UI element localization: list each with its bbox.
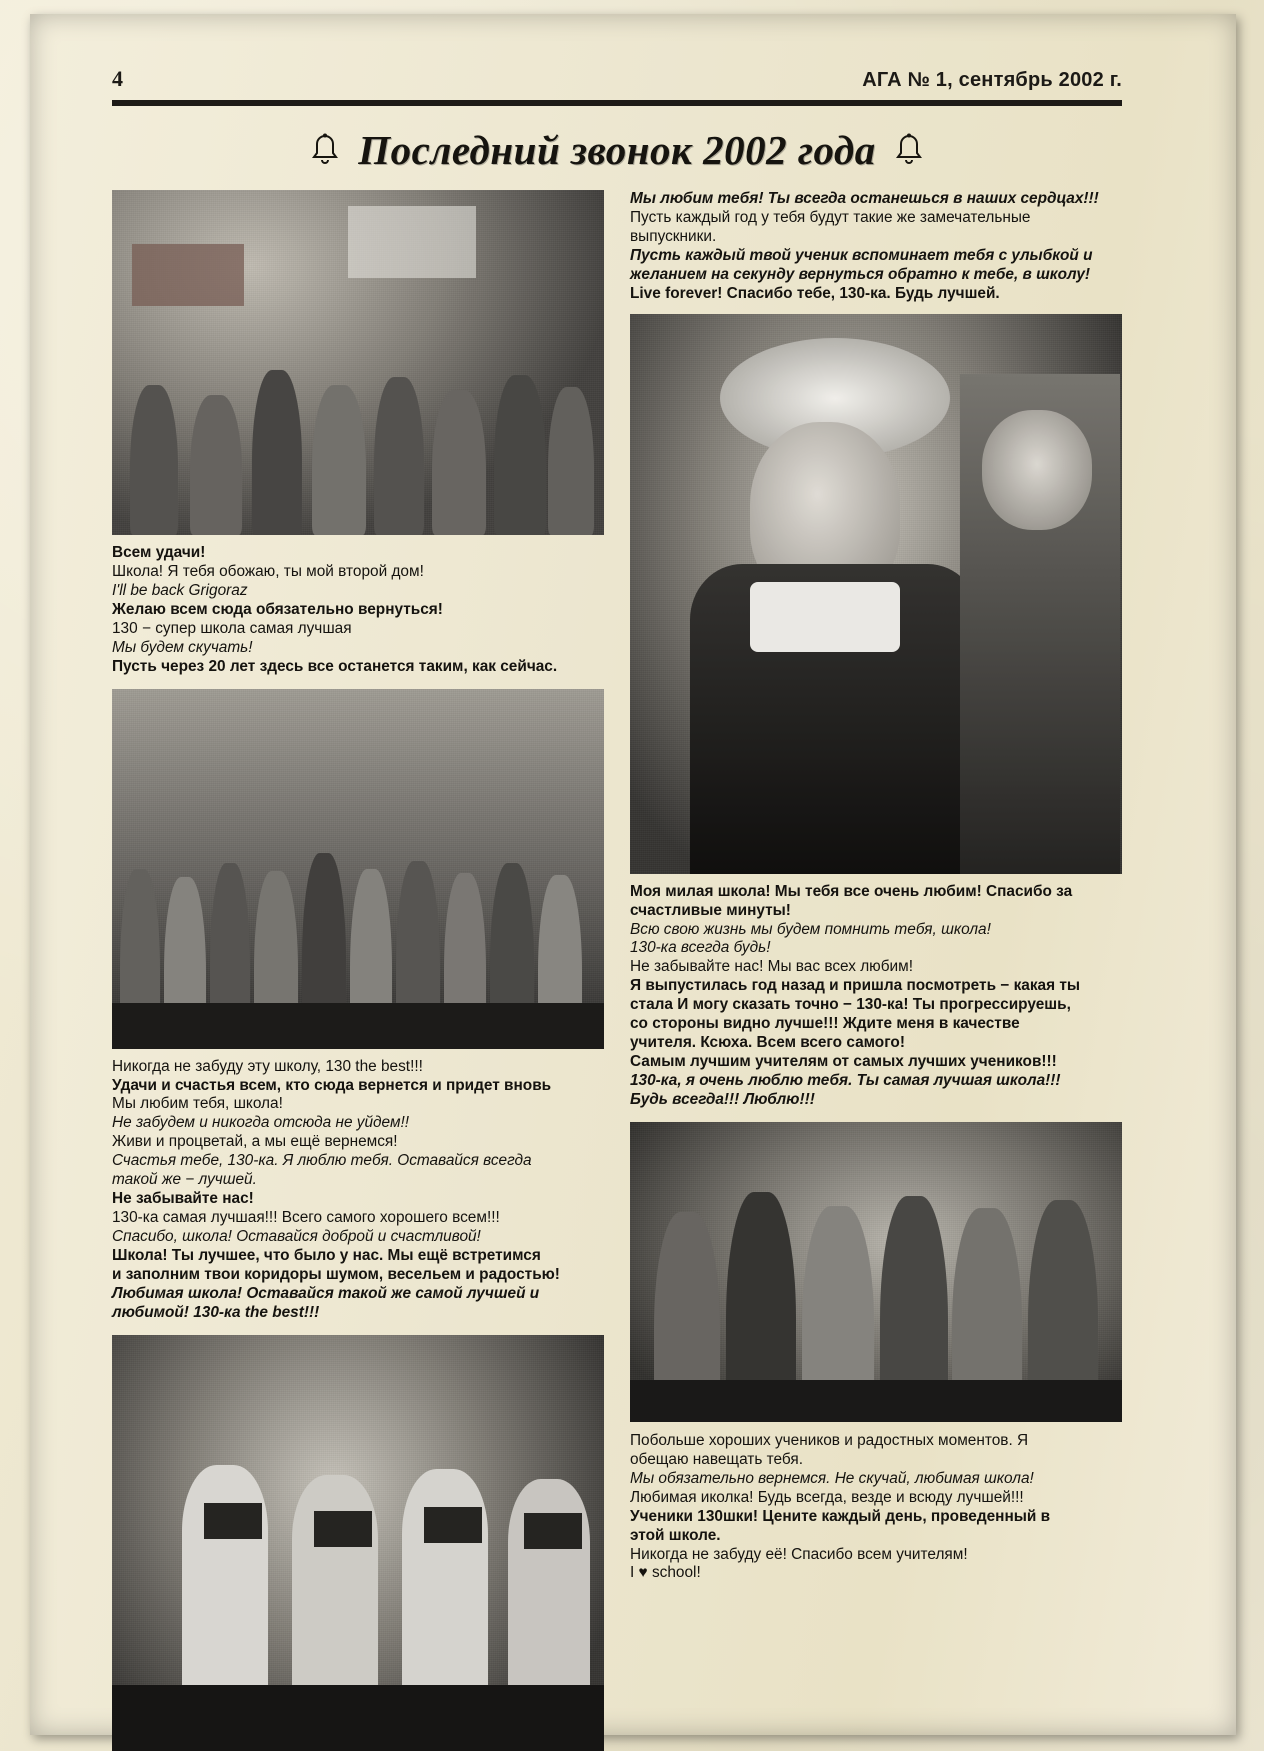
photo-ceremony-group — [630, 1122, 1122, 1422]
bell-icon — [894, 133, 924, 167]
caption-line: желанием на секунду вернуться обратно к тебе, в школу! — [630, 265, 1091, 283]
masthead-rule — [112, 100, 1122, 106]
caption-line: Мы будем скучать! — [112, 638, 253, 656]
caption-line: Побольше хороших учеников и радостных моментов. Я — [630, 1431, 1029, 1449]
right-caption-top — [630, 190, 1122, 304]
caption-line: Не забудем и никогда отсюда не уйдем!! — [112, 1114, 410, 1132]
caption-line: Никогда не забуду эту школу, 130 the best!!! — [112, 1057, 423, 1075]
caption-line: Самым лучшим учителям от самых лучших учеников!!! — [630, 1053, 1057, 1071]
caption-line: Живи и процветай, а мы ещё вернемся! — [112, 1133, 398, 1151]
caption-line: Будь всегда!!! Люблю!!! — [630, 1090, 815, 1108]
caption-line: Мы обязательно вернемся. Не скучай, любимая школа! — [630, 1469, 1034, 1487]
headline-row — [112, 126, 1122, 174]
masthead — [112, 66, 1122, 92]
caption-line: Live forever! Спасибо тебе, 130-ка. Будь лучшей. — [630, 284, 1000, 302]
caption-line: Я выпустилась год назад и пришла посмотреть − какая ты — [630, 977, 1081, 995]
left-caption-2 — [112, 1058, 604, 1323]
columns — [112, 190, 1122, 1751]
caption-line: счастливые минуты! — [630, 901, 791, 919]
photo-teachers-with-folders — [112, 1335, 604, 1751]
caption-line: Не забывайте нас! — [112, 1190, 254, 1208]
issue-line: АГА № 1, сентябрь 2002 г. — [862, 69, 1122, 91]
caption-line: любимой! 130-ка the best!!! — [112, 1303, 320, 1321]
caption-line: Пусть через 20 лет здесь все останется таким, как сейчас. — [112, 657, 558, 675]
caption-line: стала И могу сказать точно − 130-ка! Ты прогрессируешь, — [630, 996, 1071, 1014]
photo-stage-performers — [112, 190, 604, 535]
caption-line: обещаю навещать тебя. — [630, 1450, 804, 1468]
caption-line: Школа! Я тебя обожаю, ты мой второй дом! — [112, 562, 424, 580]
caption-line: Счастья тебе, 130-ка. Я люблю тебя. Оставайся всегда — [112, 1152, 532, 1170]
caption-line: Мы любим тебя, школа! — [112, 1095, 283, 1113]
photo-girl-with-bell — [630, 314, 1122, 874]
left-caption-1 — [112, 544, 604, 677]
page-title: Последний звонок 2002 года — [358, 127, 876, 173]
caption-line: выпускники. — [630, 227, 717, 245]
caption-line: этой школе. — [630, 1526, 721, 1544]
caption-line: Желаю всем сюда обязательно вернуться! — [112, 600, 443, 618]
caption-line: 130-ка самая лучшая!!! Всего самого хорошего всем!!! — [112, 1209, 500, 1227]
caption-line: Школа! Ты лучшее, что было у нас. Мы ещё встретимся — [112, 1246, 541, 1264]
photo-choir-group — [112, 689, 604, 1049]
caption-line: Пусть каждый год у тебя будут такие же замечательные — [630, 208, 1031, 226]
caption-line: Спасибо, школа! Оставайся доброй и счастливой! — [112, 1228, 481, 1245]
page-content — [112, 66, 1122, 1751]
caption-line: Мы любим тебя! Ты всегда останешься в наших сердцах!!! — [630, 190, 1099, 207]
page-number: 4 — [112, 66, 123, 91]
caption-line: такой же − лучшей. — [112, 1171, 257, 1189]
caption-line: Ученики 130шки! Цените каждый день, проведенный в — [630, 1507, 1051, 1525]
caption-line: Удачи и счастья всем, кто сюда вернется и придет вновь — [112, 1076, 552, 1094]
caption-line: учителя. Ксюха. Всем всего самого! — [630, 1034, 905, 1052]
caption-line: Любимая иколка! Будь всегда, везде и всюду лучшей!!! — [630, 1488, 1024, 1506]
caption-line: I ♥ school! — [630, 1564, 701, 1582]
bell-icon — [310, 133, 340, 167]
caption-line: 130 − супер школа самая лучшая — [112, 619, 352, 637]
right-column — [630, 190, 1122, 1583]
caption-line: Не забывайте нас! Мы вас всех любим! — [630, 958, 913, 976]
caption-line: 130-ка всегда будь! — [630, 939, 771, 957]
left-column — [112, 190, 604, 1751]
caption-line: Всем удачи! — [112, 544, 206, 561]
right-caption-bottom — [630, 1432, 1122, 1584]
caption-line: и заполним твои коридоры шумом, весельем и радостью! — [112, 1265, 560, 1283]
caption-line: 130-ка, я очень люблю тебя. Ты самая лучшая школа!!! — [630, 1072, 1061, 1089]
caption-line: со стороны видно лучше!!! Ждите меня в качестве — [630, 1015, 1020, 1033]
caption-line: I'll be back Grigoraz — [112, 581, 248, 599]
caption-line: Пусть каждый твой ученик вспоминает тебя с улыбкой и — [630, 246, 1093, 264]
caption-line: Любимая школа! Оставайся такой же самой лучшей и — [112, 1284, 540, 1302]
right-caption-middle — [630, 883, 1122, 1110]
caption-line: Моя милая школа! Мы тебя все очень любим! Спасибо за — [630, 882, 1073, 900]
caption-line: Никогда не забуду её! Спасибо всем учителям! — [630, 1545, 968, 1563]
caption-line: Всю свою жизнь мы будем помнить тебя, школа! — [630, 920, 991, 938]
